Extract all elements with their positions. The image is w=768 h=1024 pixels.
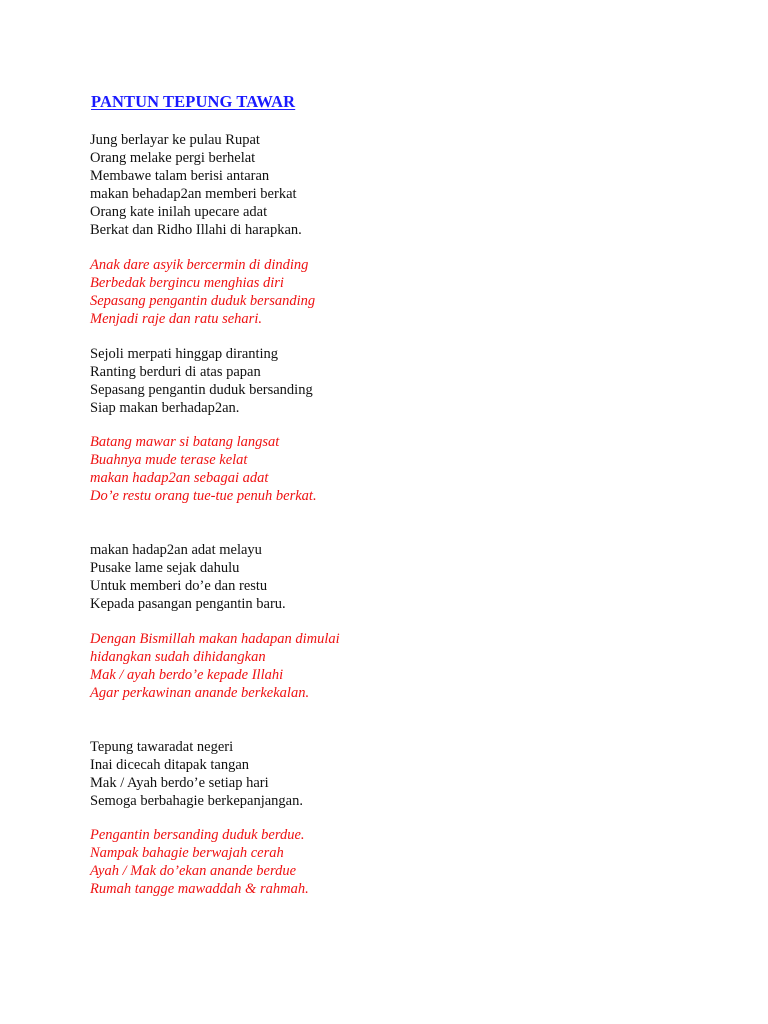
stanza-line: Mak / Ayah berdo’e setiap hari xyxy=(90,775,269,791)
stanza-line: Berkat dan Ridho Illahi di harapkan. xyxy=(90,222,302,238)
stanza-line: makan hadap2an adat melayu xyxy=(90,542,262,558)
stanza-line: Pusake lame sejak dahulu xyxy=(90,560,240,576)
stanza-line: Ayah / Mak do’ekan anande berdue xyxy=(90,863,297,879)
stanza-line: Sepasang pengantin duduk bersanding xyxy=(90,293,316,309)
stanza-line: Mak / ayah berdo’e kepade Illahi xyxy=(90,667,284,683)
stanza-line: Orang melake pergi berhelat xyxy=(90,150,256,166)
stanza-line: Jung berlayar ke pulau Rupat xyxy=(90,132,260,148)
stanza-line: Buahnya mude terase kelat xyxy=(90,452,248,468)
stanza-line: Untuk memberi do’e dan restu xyxy=(90,578,268,594)
stanza-line: Berbedak bergincu menghias diri xyxy=(90,275,284,291)
stanza-3 xyxy=(90,345,313,417)
stanza-line: Membawe talam berisi antaran xyxy=(90,168,270,184)
stanza-line: Menjadi raje dan ratu sehari. xyxy=(90,311,262,327)
stanza-line: hidangkan sudah dihidangkan xyxy=(90,649,266,665)
stanza-2 xyxy=(90,256,315,328)
stanza-line: Inai dicecah ditapak tangan xyxy=(90,757,250,773)
stanza-1 xyxy=(90,131,302,239)
stanza-line: Anak dare asyik bercermin di dinding xyxy=(90,257,309,273)
stanza-line: Semoga berbahagie berkepanjangan. xyxy=(90,793,303,809)
stanza-6 xyxy=(90,630,340,702)
stanza-line: Ranting berduri di atas papan xyxy=(90,364,261,380)
stanza-line: makan behadap2an memberi berkat xyxy=(90,186,297,202)
stanza-line: Dengan Bismillah makan hadapan dimulai xyxy=(90,631,340,647)
stanza-line: Do’e restu orang tue-tue penuh berkat. xyxy=(90,488,317,504)
stanza-4 xyxy=(90,433,317,505)
stanza-line: makan hadap2an sebagai adat xyxy=(90,470,269,486)
stanza-line: Agar perkawinan anande berkekalan. xyxy=(90,685,310,701)
stanza-line: Orang kate inilah upecare adat xyxy=(90,204,268,220)
stanza-line: Batang mawar si batang langsat xyxy=(90,434,280,450)
stanza-line: Pengantin bersanding duduk berdue. xyxy=(90,827,305,843)
page-title: PANTUN TEPUNG TAWAR xyxy=(91,92,296,111)
stanza-line: Siap makan berhadap2an. xyxy=(90,400,240,416)
stanza-line: Kepada pasangan pengantin baru. xyxy=(90,596,286,612)
stanza-8 xyxy=(90,826,309,898)
stanza-5 xyxy=(90,541,286,613)
stanza-line: Nampak bahagie berwajah cerah xyxy=(90,845,284,861)
stanza-7 xyxy=(90,738,303,810)
stanza-line: Rumah tangge mawaddah & rahmah. xyxy=(90,881,309,897)
stanza-line: Sepasang pengantin duduk bersanding xyxy=(90,382,313,398)
stanza-line: Sejoli merpati hinggap diranting xyxy=(90,346,279,362)
stanza-line: Tepung tawaradat negeri xyxy=(90,739,234,755)
